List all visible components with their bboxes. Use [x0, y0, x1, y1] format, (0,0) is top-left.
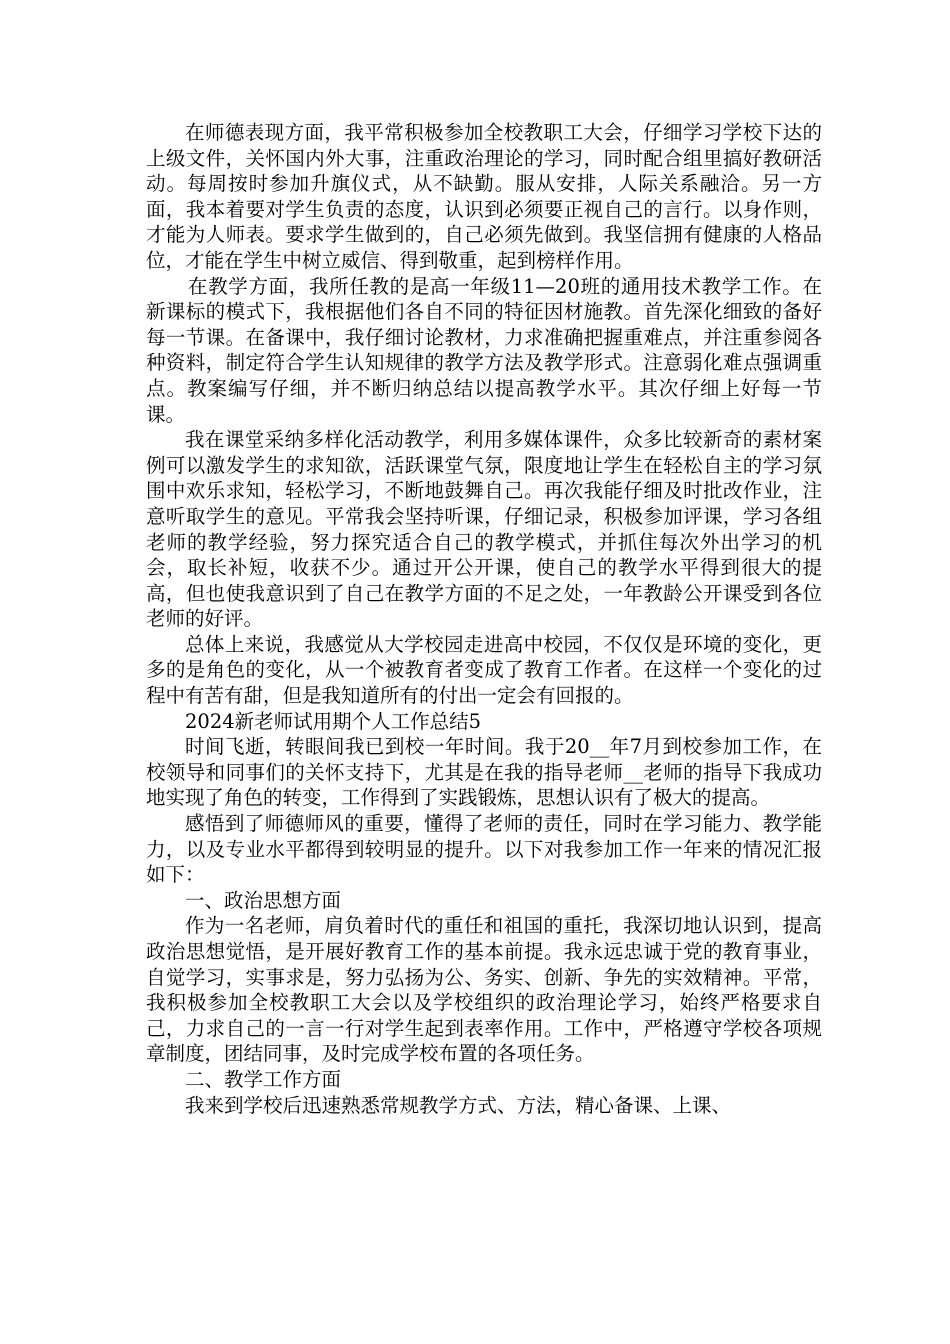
paragraph-political-thought: 作为一名老师，肩负着时代的重任和祖国的重托，我深切地认识到，提高政治思想觉悟，是开展好教育工作的基本前提。我永远忠诚于党的教育事业，自觉学习，实事求是，努力弘扬为公、务实、创新、争先的实效精神。平常，我积极参加全校教职工大会以及学校组织的政治理论学习，始终严格要求自己，力求自己的一言一行对学生起到表率作用。工作中，严格遵守学校各项规章制度，团结同事，及时完成学校布置的各项任务。 — [146, 914, 822, 1066]
paragraph-summary: 总体上来说，我感觉从大学校园走进高中校园，不仅仅是环境的变化，更多的是角色的变化，从一个被教育者变成了教育工作者。在这样一个变化的过程中有苦有甜，但是我知道所有的付出一定会有回报的。 — [146, 632, 822, 708]
paragraph-insight: 感悟到了师德师风的重要，懂得了老师的责任，同时在学习能力、教学能力，以及专业水平都得到较明显的提升。以下对我参加工作一年来的情况汇报如下： — [146, 812, 822, 887]
heading-political-thought: 一、政治思想方面 — [185, 888, 342, 912]
section-heading-summary-5: 2024新老师试用期个人工作总结5 — [185, 709, 482, 733]
document-page — [146, 120, 822, 1118]
paragraph-time-flies: 时间飞逝，转眼间我已到校一年时间。我于20__年7月到校参加工作，在校领导和同事们的关怀支持下，尤其是在我的指导老师__老师的指导下我成功地实现了角色的转变，工作得到了实践锻炼，思想认识有了极大的提高。 — [146, 735, 822, 810]
heading-teaching-work: 二、教学工作方面 — [185, 1067, 342, 1091]
paragraph-teacher-ethics: 在师德表现方面，我平常积极参加全校教职工大会，仔细学习学校下达的上级文件，关怀国内外大事，注重政治理论的学习，同时配合组里搞好教研活动。每周按时参加升旗仪式，从不缺勤。服从安排，人际关系融洽。另一方面，我本着要对学生负责的态度，认识到必须要正视自己的言行。以身作则，才能为人师表。要求学生做到的，自己必须先做到。我坚信拥有健康的人格品位，才能在学生中树立威信、得到敬重，起到榜样作用。 — [146, 121, 822, 272]
paragraph-classroom: 我在课堂采纳多样化活动教学，利用多媒体课件，众多比较新奇的素材案例可以激发学生的求知欲，活跃课堂气氛，限度地让学生在轻松自主的学习氛围中欢乐求知，轻松学习，不断地鼓舞自己。再次我能仔细及时批改作业，注意听取学生的意见。平常我会坚持听课，仔细记录，积极参加评课，学习各组老师的教学经验，努力探究适合自己的教学模式，并抓住每次外出学习的机会，取长补短，收获不少。通过开公开课，使自己的教学水平得到很大的提高，但也使我意识到了自己在教学方面的不足之处，一年教龄公开课受到各位老师的好评。 — [146, 428, 822, 631]
paragraph-teaching: 在教学方面，我所任教的是高一年级11—20班的通用技术教学工作。在新课标的模式下，我根据他们各自不同的特征因材施教。首先深化细致的备好每一节课。在备课中，我仔细讨论教材，力求准确把握重难点，并注重参阅各种资料，制定符合学生认知规律的教学方法及教学形式。注意弱化难点强调重点。教案编写仔细，并不断归纳总结以提高教学水平。其次仔细上好每一节课。 — [146, 274, 822, 426]
paragraph-teaching-work: 我来到学校后迅速熟悉常规教学方式、方法，精心备课、上课、 — [185, 1093, 732, 1117]
